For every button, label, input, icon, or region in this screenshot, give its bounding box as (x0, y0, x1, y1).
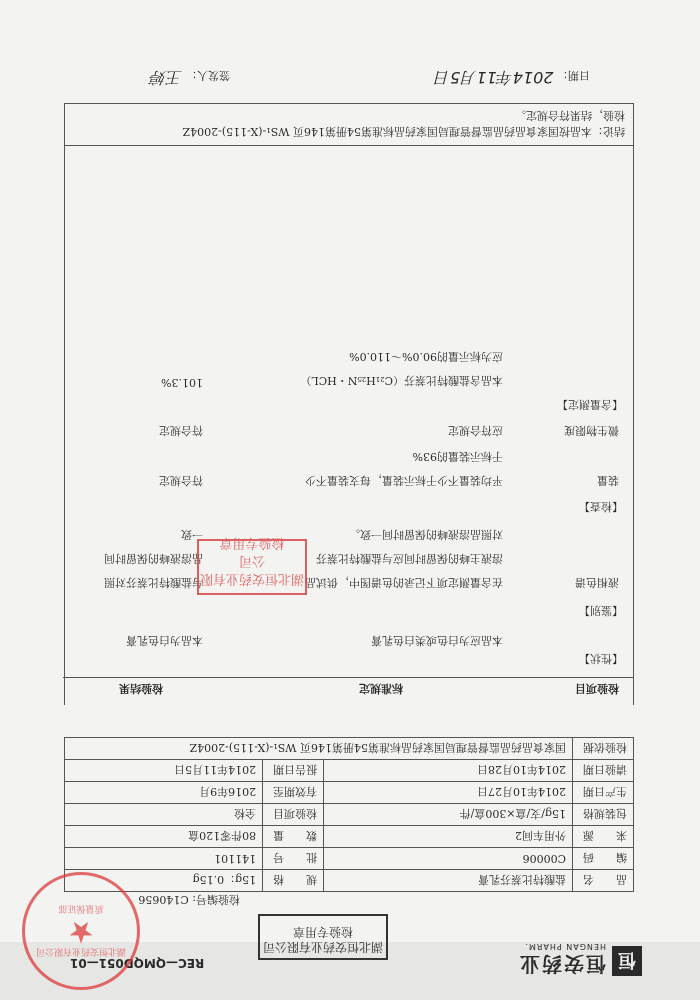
yexiang-label: 液相色谱 (575, 576, 619, 589)
date-label: 日期： (557, 69, 590, 82)
info-label: 有效期至 (263, 782, 324, 804)
info-row (65, 826, 634, 848)
stamp-company: 湖北恒安药业有限公司 (263, 940, 384, 954)
zhuangliang-label: 装量 (597, 474, 619, 487)
info-value: C00006 (324, 848, 573, 870)
seal-bottom-text: 质量保证部 (58, 903, 104, 913)
section-hanliang: 【含量测定】 (557, 398, 623, 411)
stamp-purpose: 检验专用章 (293, 925, 354, 939)
signer-signature: 王婷 (150, 68, 183, 87)
date-value: 2014年11月5日 (434, 68, 554, 87)
info-label: 规 格 (263, 870, 324, 892)
info-label: 来 源 (573, 826, 634, 848)
red-stamp-purpose: 检验专用章 (219, 535, 285, 550)
info-value: 外用车间2 (324, 826, 573, 848)
red-stamp-company: 湖北恒安药业有限公司 (200, 553, 305, 586)
yexiang-standard-2: 溶液主峰的保留时间应与盐酸特比萘芬 (316, 552, 503, 565)
weisheng-label: 微生物限度 (564, 424, 619, 437)
info-label: 检验项目 (263, 804, 324, 826)
xingzhuang-standard: 本品应为白色或类白色乳膏 (371, 634, 503, 647)
company-seal (22, 872, 140, 990)
hanliang-result: 101.3% (161, 376, 203, 389)
info-value: 2014年10月28日 (324, 760, 573, 782)
info-label: 生产日期 (573, 782, 634, 804)
info-value: 全检 (65, 804, 263, 826)
report-number-label: 检验编号: (192, 893, 240, 906)
info-label: 批 号 (263, 848, 324, 870)
results-section (64, 145, 634, 705)
info-value: 2014年10月27日 (324, 782, 573, 804)
info-label: 编 码 (573, 848, 634, 870)
hanliang-standard-2: 应为标示量的90.0%～110.0% (349, 350, 503, 363)
section-xingzhuang: 【性状】 (579, 652, 623, 665)
conclusion-line-2: 检验，结果符合规定。 (515, 109, 625, 122)
red-inspection-stamp (197, 535, 307, 595)
yexiang-standard-1: 在含量测定项下记录的色谱图中，供试品 (305, 576, 503, 589)
yexiang-result-2: 品溶液峰的保留时间 (104, 552, 203, 565)
info-label: 数 量 (263, 826, 324, 848)
inspection-stamp (258, 914, 388, 960)
report-number-value: C140656 (138, 893, 189, 906)
logo-chinese: 恒安药业 (518, 952, 606, 976)
basis-value: 国家食品药品监督管理局国家药品标准第54册第146页 WS₁-(X-115)-2004Z (65, 738, 573, 760)
product-info-table (64, 737, 634, 892)
info-row (65, 804, 634, 826)
info-label: 品 名 (573, 870, 634, 892)
info-value: 80件零120盒 (65, 826, 263, 848)
seal-top-text: 湖北恒安药业有限公司 (36, 946, 127, 956)
conclusion-line-1: 结论：本品按国家食品药品监督管理局国家药品标准第54册第146页 WS₁-(X-115)-2004Z (182, 125, 625, 138)
zhuangliang-standard-1: 平均装量不少于标示装量，每支装量不少 (305, 474, 503, 487)
date-block (434, 67, 590, 90)
report-number (138, 892, 240, 908)
seal-star-icon: ★ (67, 914, 95, 949)
yexiang-result-1: 与盐酸特比萘芬对照 (104, 576, 203, 589)
info-value: 15g/支/盒×300盒/件 (324, 804, 573, 826)
weisheng-standard: 应符合规定 (448, 424, 503, 437)
zhuangliang-result: 符合规定 (159, 474, 203, 487)
yexiang-standard-3: 对照品溶液峰的保留时间一致。 (349, 528, 503, 541)
basis-row (65, 738, 634, 760)
info-label: 请验日期 (573, 760, 634, 782)
info-row (65, 760, 634, 782)
document-code: REC—QMQD051—01 (70, 956, 205, 970)
info-value: 15g：0.15g (65, 870, 263, 892)
xingzhuang-result: 本品为白色乳膏 (126, 634, 203, 647)
info-value: 2014年11月5日 (65, 760, 263, 782)
info-label: 报告日期 (263, 760, 324, 782)
header-standard: 标准规定 (359, 682, 403, 695)
yexiang-result-3: 一致 (181, 528, 203, 541)
info-row (65, 782, 634, 804)
hanliang-standard-1: 本品含盐酸特比萘芬（C₂₁H₂₅N・HCL） (300, 374, 503, 387)
info-value: 2016年9月 (65, 782, 263, 804)
company-logo (518, 942, 642, 980)
info-value: 盐酸特比萘芬乳膏 (324, 870, 573, 892)
zhuangliang-standard-2: 于标示装量的93% (412, 450, 503, 463)
signer-block (150, 67, 230, 90)
results-header (63, 677, 633, 705)
info-row (65, 848, 634, 870)
header-result: 检验结果 (119, 682, 163, 695)
basis-label: 检验依据 (573, 738, 634, 760)
info-label: 包装规格 (573, 804, 634, 826)
info-value: 141101 (65, 848, 263, 870)
info-row (65, 870, 634, 892)
signer-label: 签发人： (186, 69, 230, 82)
conclusion-box (64, 103, 634, 145)
logo-mark-icon: 恒 (612, 946, 642, 976)
header-item: 检验项目 (575, 682, 619, 695)
section-jiancha: 【检查】 (579, 500, 623, 513)
logo-english: HENGAN PHARM. (524, 942, 606, 951)
section-jianbie: 【鉴别】 (579, 604, 623, 617)
weisheng-result: 符合规定 (159, 424, 203, 437)
